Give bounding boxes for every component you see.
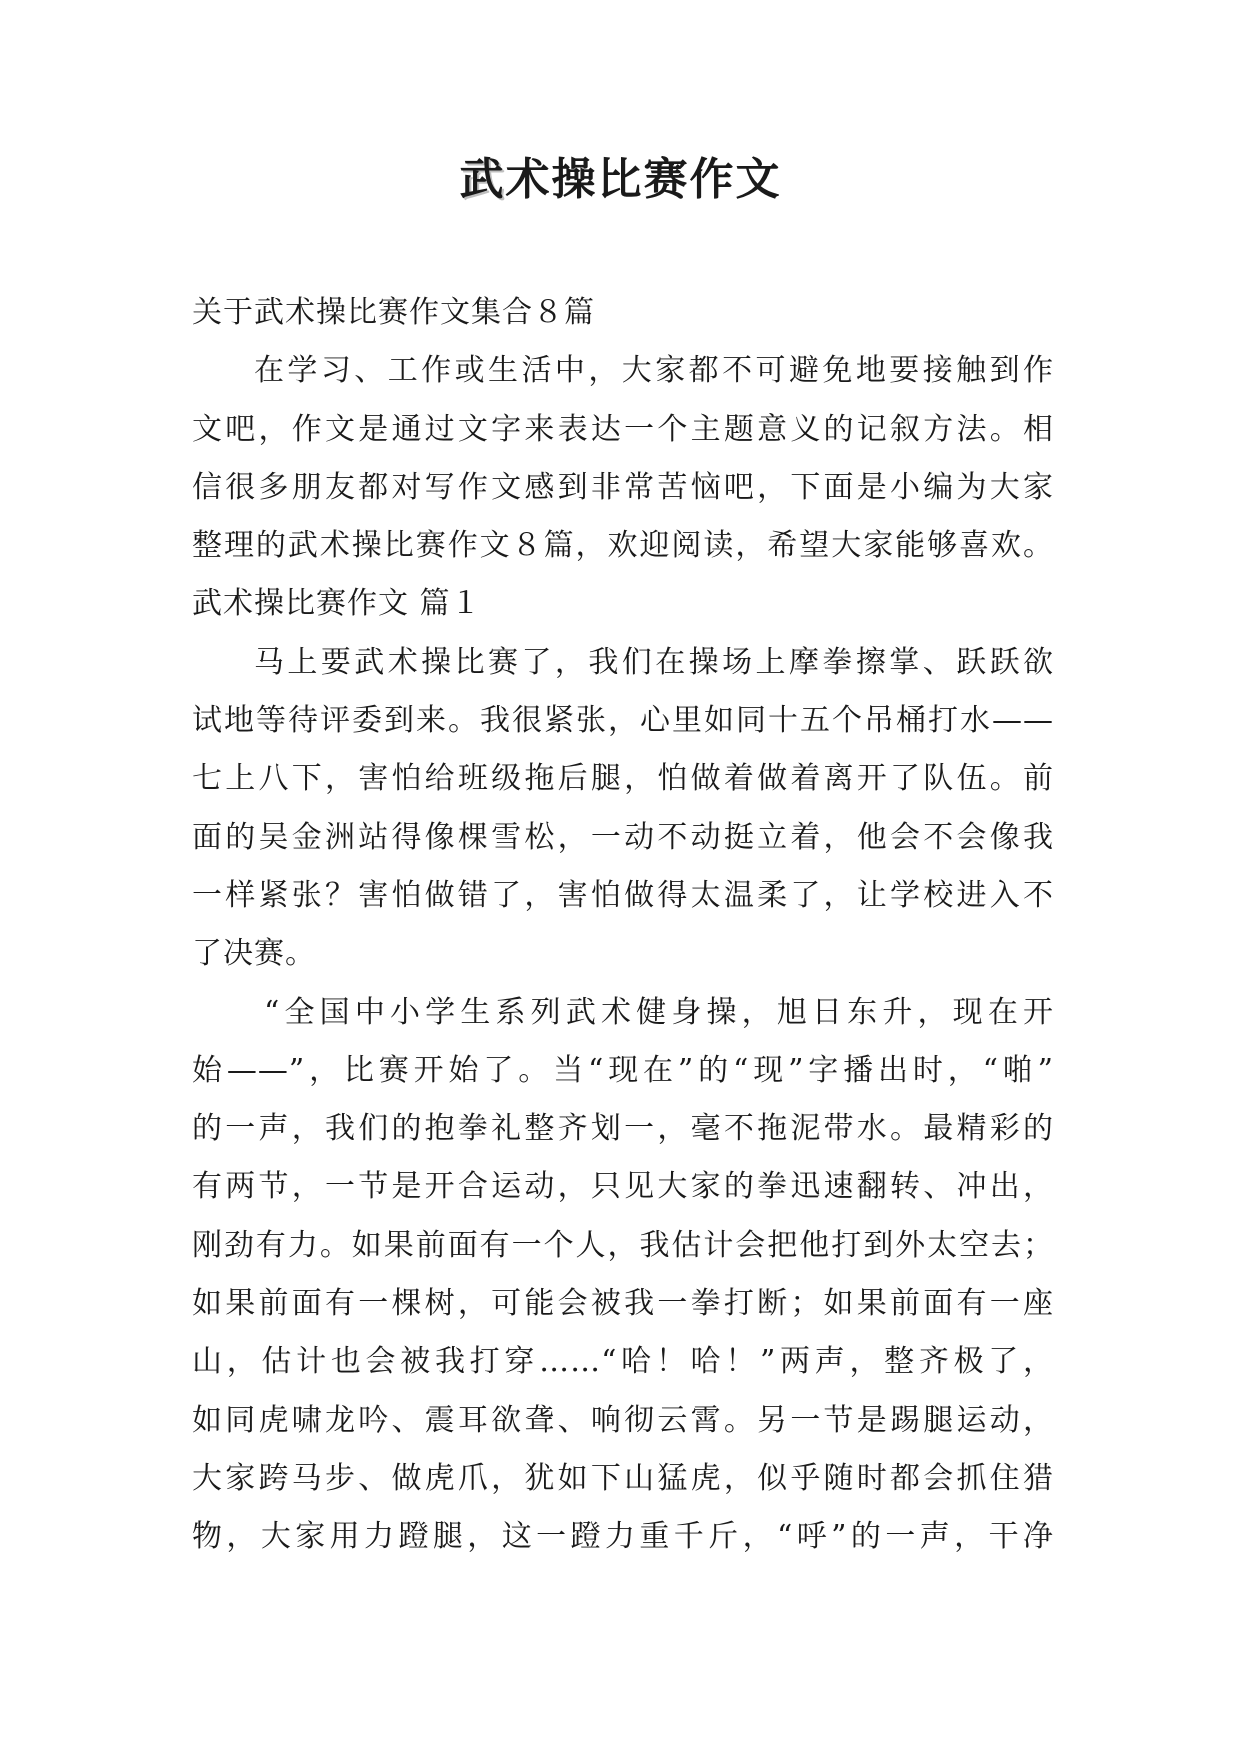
text-line: 试地等待评委到来。我很紧张，心里如同十五个吊桶打水—— <box>192 703 1054 739</box>
text-line: 关于武术操比赛作文集合８篇 <box>192 295 595 330</box>
text-line: 整理的武术操比赛作文８篇，欢迎阅读，希望大家能够喜欢。 <box>192 528 1054 564</box>
title-remainder: 术操比赛作文 <box>505 154 782 205</box>
text-line: 信很多朋友都对写作文感到非常苦恼吧，下面是小编为大家 <box>192 469 1054 505</box>
title-first-character: 武 <box>459 154 506 205</box>
text-line: 大家跨马步、做虎爪，犹如下山猛虎，似乎随时都会抓住猎 <box>192 1460 1054 1496</box>
text-line: 马上要武术操比赛了，我们在操场上摩拳擦掌、跃跃欲 <box>254 644 1054 680</box>
text-line: 了决赛。 <box>192 936 316 972</box>
text-line: 始——”，比赛开始了。当“现在”的“现”字播出时，“啪” <box>192 1052 1054 1088</box>
text-line: “全国中小学生系列武术健身操，旭日东升，现在开 <box>264 994 1054 1030</box>
text-line: 如果前面有一棵树，可能会被我一拳打断；如果前面有一座 <box>192 1286 1054 1322</box>
text-line: 的一声，我们的抱拳礼整齐划一，毫不拖泥带水。最精彩的 <box>192 1111 1054 1147</box>
text-line: 山，估计也会被我打穿……“哈！哈！”两声，整齐极了， <box>192 1344 1054 1380</box>
text-line: 面的吴金洲站得像棵雪松，一动不动挺立着，他会不会像我 <box>192 819 1054 855</box>
document-body <box>192 284 1054 1567</box>
text-line: 在学习、工作或生活中，大家都不可避免地要接触到作 <box>254 353 1054 389</box>
document-title <box>0 150 1241 210</box>
text-line: 文吧，作文是通过文字来表达一个主题意义的记叙方法。相 <box>192 411 1054 447</box>
text-line: 一样紧张？害怕做错了，害怕做得太温柔了，让学校进入不 <box>192 877 1054 913</box>
text-line: 如同虎啸龙吟、震耳欲聋、响彻云霄。另一节是踢腿运动， <box>192 1402 1054 1438</box>
text-line: 七上八下，害怕给班级拖后腿，怕做着做着离开了队伍。前 <box>192 761 1054 797</box>
text-line: 刚劲有力。如果前面有一个人，我估计会把他打到外太空去； <box>192 1227 1054 1263</box>
text-line: 有两节，一节是开合运动，只见大家的拳迅速翻转、冲出， <box>192 1169 1054 1205</box>
text-line: 武术操比赛作文 篇１ <box>192 586 482 622</box>
text-line: 物，大家用力蹬腿，这一蹬力重千斤，“呼”的一声，干净 <box>192 1519 1054 1555</box>
